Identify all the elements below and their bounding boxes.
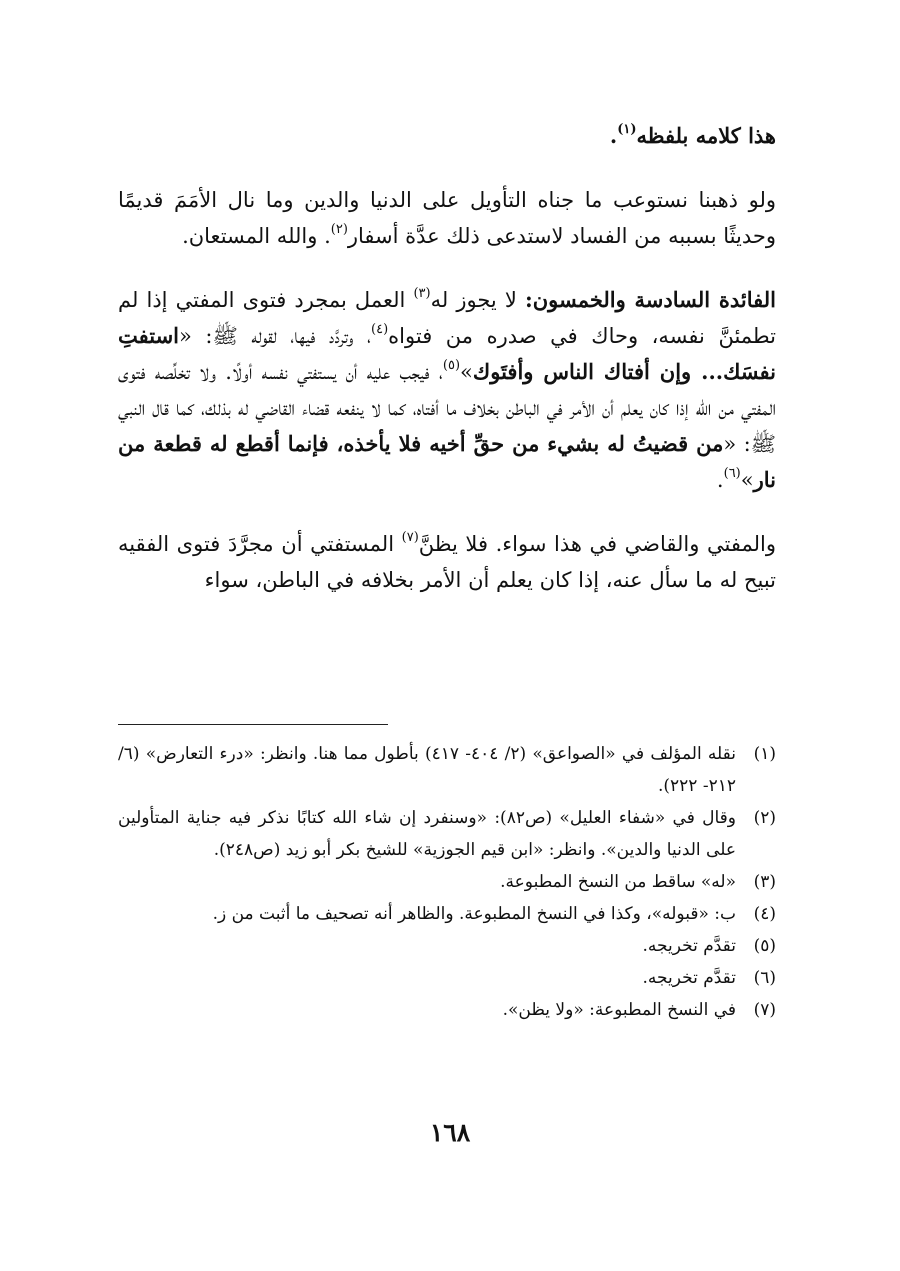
footnote-item xyxy=(118,898,776,930)
footnote-item xyxy=(118,866,776,898)
footnote-ref-2: (٢) xyxy=(330,222,348,237)
section-title: الفائدة السادسة والخمسون: xyxy=(524,287,776,312)
footnote-divider xyxy=(118,724,388,725)
footnote-ref-7: (٧) xyxy=(401,530,419,545)
p3-text-d: » xyxy=(460,360,473,384)
p2-text: ولو ذهبنا نستوعب ما جناه التأويل على الدنيا والدين وما نال الأمَمَ قديمًا وحديثًا بسببه من الفساد لاستدعى ذلك عدَّة أسفار xyxy=(118,188,776,248)
p3-text-g: . xyxy=(716,468,724,492)
footnote-number: (٧) xyxy=(753,1000,776,1020)
footnote-ref-4: (٤) xyxy=(371,322,389,337)
p1-text: هذا كلامه بلفظه xyxy=(636,123,776,148)
footnote-text: في النسخ المطبوعة: «ولا يظن». xyxy=(502,1000,736,1020)
footnote-item xyxy=(118,802,776,866)
footnote-ref-5: (٥) xyxy=(442,358,461,373)
p2-end: . والله المستعان. xyxy=(182,224,331,248)
p3-text-c: ، وتردَّد فيها، لقوله ﷺ: « xyxy=(179,324,372,348)
footnote-ref-1: (١) xyxy=(617,122,637,137)
hadith-quote-1: استفتِ نفسَك... وإن أفتاك الناس وأفتَوك xyxy=(118,323,776,384)
footnote-item xyxy=(118,962,776,994)
footnote-number: (٢) xyxy=(753,808,776,828)
footnote-number: (١) xyxy=(753,744,776,764)
page xyxy=(118,118,777,1020)
paragraph-4 xyxy=(118,526,776,598)
p3-text-f: » xyxy=(740,468,754,492)
page-number: ١٦٨ xyxy=(429,1118,471,1147)
footnote-number: (٤) xyxy=(753,904,776,924)
paragraph-3 xyxy=(118,282,776,498)
footnote-text: ب: «قبوله»، وكذا في النسخ المطبوعة. والظاهر أنه تصحيف ما أثبت من ز. xyxy=(212,904,736,924)
p3-text-a: لا يجوز له xyxy=(430,288,525,312)
footnote-text: نقله المؤلف في «الصواعق» (٢/ ٤٠٤- ٤١٧) بأطول مما هنا. وانظر: «درء التعارض» (٦/ ٢١٢- ٢٢٢). xyxy=(118,744,736,796)
p4-text-b: المستفتي أن مجرَّدَ فتوى الفقيه تبيح له ما سأل عنه، إذا كان يعلم أن الأمر بخلافه في الباطن، سواء xyxy=(118,532,776,592)
p3-text-b: العمل بمجرد فتوى المفتي إذا لم تطمئنَّ نفسه، وحاك في صدره من فتواه xyxy=(118,288,776,348)
p3-text-e: ، فيجب عليه أن يستفتي نفسه أولًا. ولا تخلِّصه فتوى المفتي من الله إذا كان يعلم أن الأمر في الباطن بخلاف ما أفتاه، كما لا ينفعه قضاء القاضي له بذلك، كما قال النبي ﷺ: « xyxy=(118,360,777,456)
hadith-quote-2: من قضيتُ له بشيء من حقِّ أخيه فلا يأخذه، فإنما أقطع له قطعة من نار xyxy=(118,431,776,492)
footnote-number: (٣) xyxy=(753,872,776,892)
p4-text-a: والمفتي والقاضي في هذا سواء. فلا يظنَّ xyxy=(418,532,776,556)
p1-end: . xyxy=(609,123,618,148)
footnote-ref-6: (٦) xyxy=(723,466,741,481)
footnote-item xyxy=(118,738,776,802)
footnotes xyxy=(118,738,776,1026)
footnote-text: «له» ساقط من النسخ المطبوعة. xyxy=(500,872,736,892)
footnote-number: (٦) xyxy=(753,968,776,988)
footnote-text: تقدَّم تخريجه. xyxy=(642,968,736,988)
footnote-number: (٥) xyxy=(753,936,776,956)
footnote-ref-3: (٣) xyxy=(413,286,431,301)
main-text xyxy=(118,118,776,598)
paragraph-1 xyxy=(118,118,776,154)
paragraph-2 xyxy=(118,182,776,254)
footnote-text: وقال في «شفاء العليل» (ص٨٢): «وسنفرد إن شاء الله كتابًا نذكر فيه جناية المتأولين على الدنيا والدين». وانظر: «ابن قيم الجوزية» للشيخ بكر أبو زيد (ص٢٤٨). xyxy=(118,808,736,860)
footnote-text: تقدَّم تخريجه. xyxy=(642,936,736,956)
footnote-item xyxy=(118,930,776,962)
footnote-item xyxy=(118,994,776,1026)
